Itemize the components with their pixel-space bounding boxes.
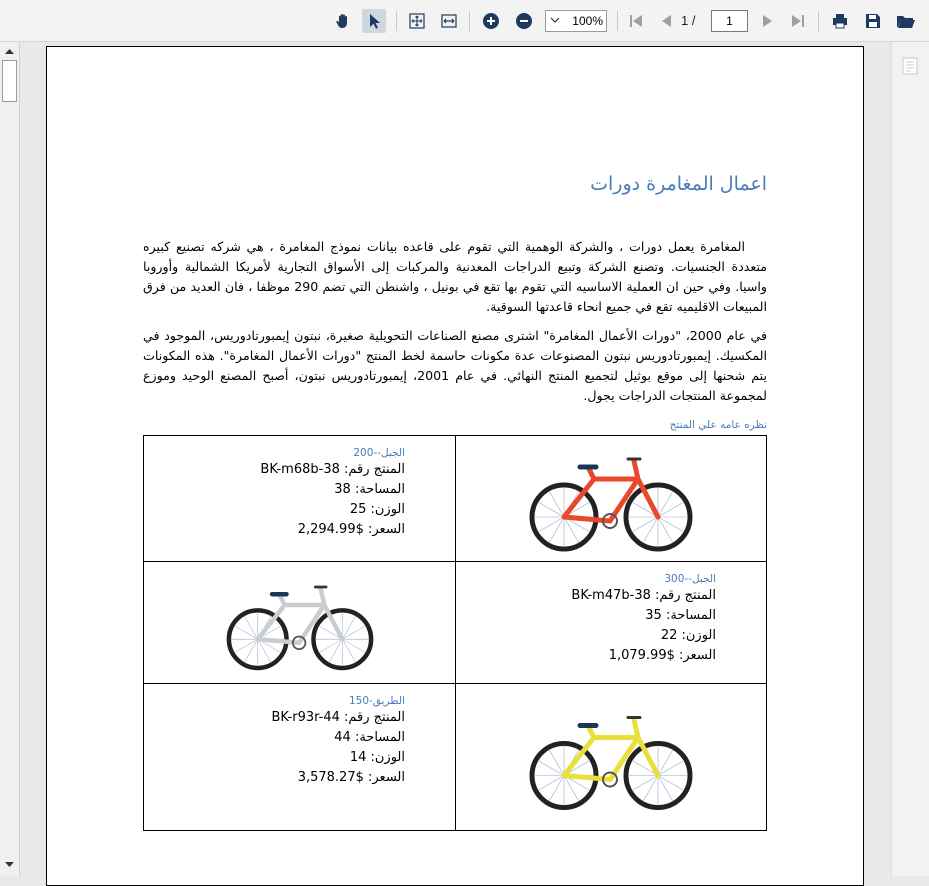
page-thumbnail-icon[interactable] [902, 57, 918, 75]
product-number: المنتج رقم: BK-m68b-38 [260, 462, 405, 477]
product-number: المنتج رقم: BK-m47b-38 [571, 588, 716, 603]
page-count-label: 1 / [681, 13, 696, 28]
product-price: السعر: $1,079.99 [608, 648, 716, 663]
fit-width-icon[interactable] [437, 9, 461, 33]
product-size: المساحة: 35 [645, 608, 716, 623]
product-info-cell [144, 436, 456, 562]
product-price: السعر: $3,578.27 [297, 770, 405, 785]
mountain-bike-red-image [526, 439, 696, 559]
product-name: الجبل--300 [664, 573, 716, 585]
zoom-out-icon[interactable] [512, 9, 536, 33]
product-weight: الوزن: 25 [349, 502, 405, 517]
scroll-down-icon[interactable] [2, 857, 17, 872]
fit-page-icon[interactable] [405, 9, 429, 33]
intro-paragraph: المغامرة يعمل دورات ، والشركة الوهمية التي تقوم على قاعده بيانات نموذج المغامرة ، هي شركه تصنيع كبيره متعددة الجنسيات. وتصنع الشركة وتبيع الدراجات المعدنية والمركبات إلى الأسواق التجارية لأمريكا الشمالية وأوروبا واسيا. وفي حين ان العملية الاساسيه التي تقوم بها تقع في بونيل ، واشنطن التي تضم 290 موظفا ، فان العديد من فرق المبيعات الاقليميه تقع في جميع انحاء قاعدتها السوقية. [143, 239, 767, 314]
product-image-cell [456, 684, 767, 831]
history-paragraph: في عام 2000، "دورات الأعمال المغامرة" اشترى مصنع الصناعات التحويلية صغيرة، نبتون إيمبورتادوريس، الموجود في المكسيك. إيمبورتادوريس نبتون المصنوعات عدة مكونات حاسمة لخط المنتج "دورات الأعمال المغامرة". هذه المكونات يتم شحنها إلى موقع بوثيل لتجميع المنتج النهائي. في عام 2001، إيمبورتادوريس نبتون، أصبح المصنع الوحيد وموزع لمجموعة المنتجات الدراجات يجول. [143, 328, 767, 403]
scrollbar-thumb[interactable] [2, 60, 17, 102]
zoom-select[interactable] [545, 10, 607, 32]
toolbar-separator [818, 11, 819, 31]
product-number: المنتج رقم: BK-r93r-44 [271, 710, 405, 725]
product-table [143, 435, 767, 831]
product-info-cell [456, 562, 767, 684]
product-name: الطريق-150 [348, 695, 405, 707]
thumbnail-panel [891, 42, 929, 876]
pan-hand-icon[interactable] [331, 9, 355, 33]
product-name: الجبل--200 [353, 447, 405, 459]
product-price: السعر: $2,294.99 [297, 522, 405, 537]
first-page-icon[interactable] [624, 9, 648, 33]
page-number-input[interactable]: 1 [711, 10, 748, 32]
print-icon[interactable] [828, 9, 852, 33]
previous-page-icon[interactable] [655, 9, 679, 33]
product-size: المساحة: 38 [334, 482, 405, 497]
document-page [46, 46, 864, 886]
road-bike-yellow-image [526, 690, 696, 825]
next-page-icon[interactable] [755, 9, 779, 33]
open-folder-icon[interactable] [894, 9, 918, 33]
product-image-cell [144, 562, 456, 684]
zoom-value: 100% [572, 14, 603, 28]
last-page-icon[interactable] [786, 9, 810, 33]
toolbar-separator [396, 11, 397, 31]
product-size: المساحة: 44 [334, 730, 405, 745]
viewer-toolbar [0, 0, 929, 42]
product-weight: الوزن: 14 [349, 750, 405, 765]
chevron-down-icon [550, 16, 560, 24]
document-title: اعمال المغامرة دورات [590, 173, 767, 195]
product-info-cell [144, 684, 456, 831]
vertical-scrollbar[interactable] [0, 42, 20, 876]
select-pointer-icon[interactable] [362, 9, 386, 33]
zoom-in-icon[interactable] [479, 9, 503, 33]
product-image-cell [456, 436, 767, 562]
products-caption: نظره عامه علي المنتج [669, 419, 767, 431]
toolbar-separator [469, 11, 470, 31]
scroll-up-icon[interactable] [2, 43, 17, 58]
product-weight: الوزن: 22 [660, 628, 716, 643]
save-icon[interactable] [861, 9, 885, 33]
toolbar-separator [617, 11, 618, 31]
mountain-bike-silver-image [215, 569, 385, 677]
